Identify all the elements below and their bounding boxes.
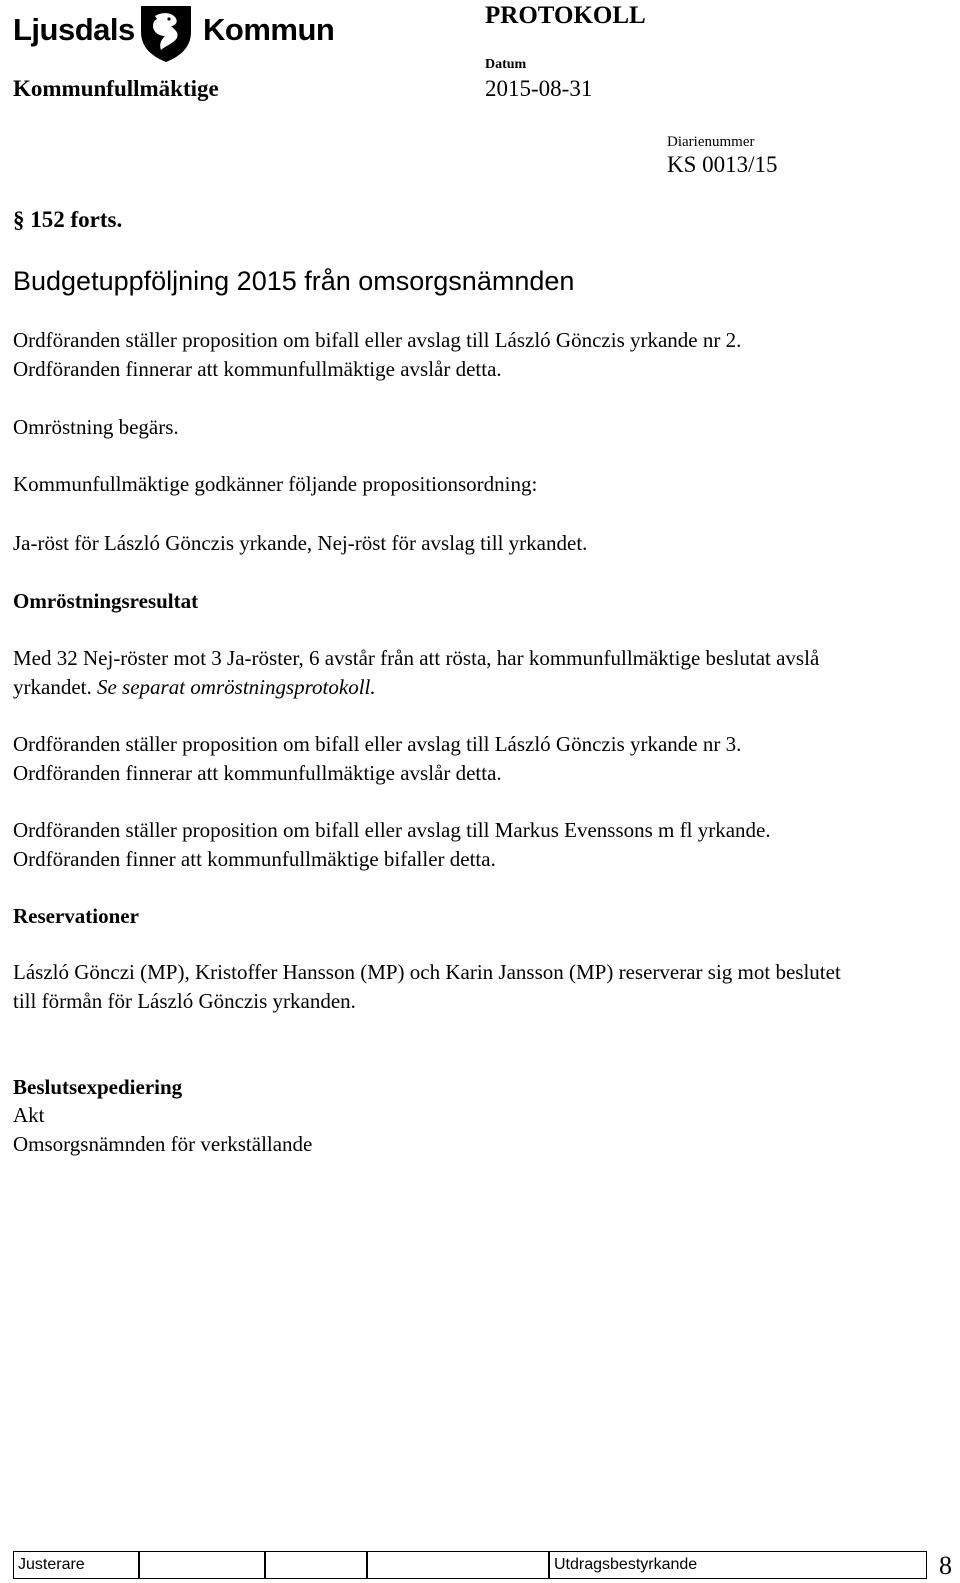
body-paragraph-6: Ordföranden ställer proposition om bifall eller avslag till László Gönczis yrkande nr 3. Ordföranden finnerar att kommunfullmäktige avslår detta. <box>13 732 742 785</box>
footer-justerare-box-2 <box>265 1551 367 1579</box>
body-paragraph-2: Omröstning begärs. <box>13 415 179 439</box>
vote-result-text: Med 32 Nej-röster mot 3 Ja-röster, 6 avstår från att rösta, har kommunfullmäktige beslutat avslå yrkandet. <box>13 646 820 699</box>
footer <box>13 1551 952 1581</box>
paragraph-number <box>13 207 122 233</box>
vote-protocol-reference: Se separat omröstningsprotokoll. <box>96 675 376 699</box>
body-paragraph-8: László Gönczi (MP), Kristoffer Hansson (MP) och Karin Jansson (MP) reserverar sig mot beslutet till förmån för László Gönczis yrkanden. <box>13 960 841 1013</box>
footer-utdrag-label: Utdragsbestyrkande <box>549 1551 927 1579</box>
registration-number-value: KS 0013/15 <box>667 152 778 177</box>
date-value: 2015-08-31 <box>485 76 593 101</box>
dispatch-heading: Beslutsexpediering <box>13 1075 183 1099</box>
body-paragraph-7: Ordföranden ställer proposition om bifall eller avslag till Markus Evenssons m fl yrkande. Ordföranden finner att kommunfullmäktige bifaller detta. <box>13 818 771 871</box>
reservations-heading: Reservationer <box>13 904 139 928</box>
paragraph-number-text: 152 forts. <box>30 207 123 232</box>
footer-justerare-label: Justerare <box>13 1551 139 1579</box>
registration-number-label: Diarienummer <box>667 134 755 150</box>
body-paragraph-5 <box>13 644 873 702</box>
footer-justerare-box-1 <box>139 1551 265 1579</box>
paragraph-symbol: § <box>13 207 25 232</box>
page-number: 8 <box>939 1551 952 1580</box>
result-heading: Omröstningsresultat <box>13 589 199 613</box>
logo-text-left: Ljusdals <box>13 12 135 47</box>
footer-justerare-box-3 <box>367 1551 549 1579</box>
municipality-logo <box>13 2 333 64</box>
body-paragraph-4: Ja-röst för László Gönczis yrkande, Nej-röst för avslag till yrkandet. <box>13 531 588 555</box>
body-paragraph-1: Ordföranden ställer proposition om bifall eller avslag till László Gönczis yrkande nr 2. Ordföranden finnerar att kommunfullmäktige avslår detta. <box>13 328 742 381</box>
document-type: PROTOKOLL <box>485 2 646 29</box>
dispatch-item-1: Akt <box>13 1103 45 1127</box>
logo-text-right: Kommun <box>203 12 335 47</box>
coat-of-arms-icon <box>135 2 197 64</box>
body-paragraph-3: Kommunfullmäktige godkänner följande propositionsordning: <box>13 472 538 496</box>
organ-name: Kommunfullmäktige <box>13 76 219 101</box>
date-label: Datum <box>485 57 527 72</box>
page-title: Budgetuppföljning 2015 från omsorgsnämnden <box>13 266 575 296</box>
dispatch-item-2: Omsorgsnämnden för verkställande <box>13 1132 313 1156</box>
